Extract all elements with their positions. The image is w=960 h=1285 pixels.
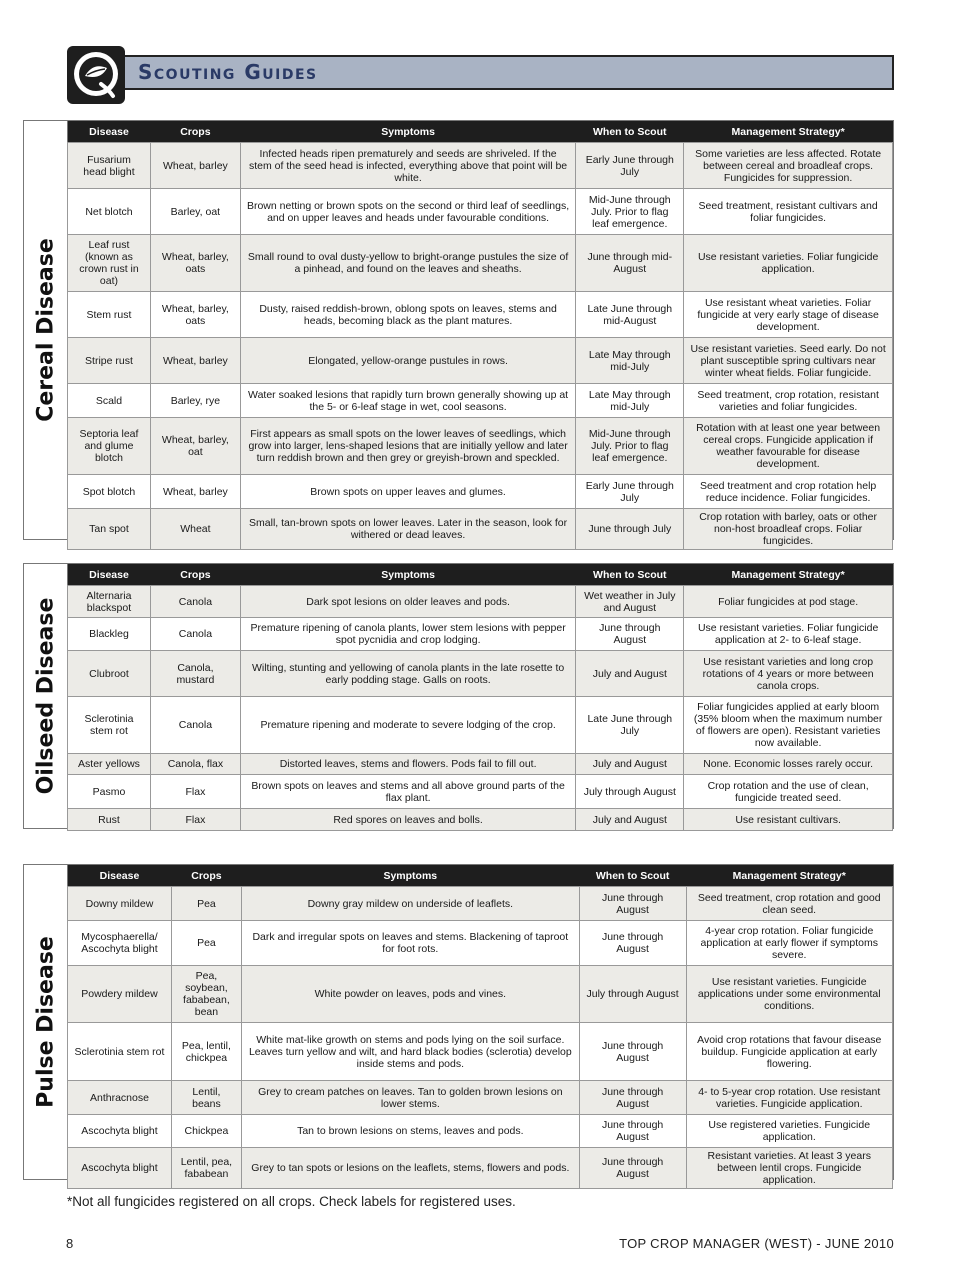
cereal-disease-table: [67, 121, 893, 550]
disease-cell: Anthracnose: [68, 1081, 172, 1115]
crops-cell: Canola, mustard: [150, 651, 240, 697]
management-strategy-cell: Use resistant varieties and long crop rotations of 4 years or more between canola crops.: [684, 651, 893, 697]
when-to-scout-cell: July and August: [576, 754, 684, 775]
symptoms-cell: Dusty, raised reddish-brown, oblong spots on leaves, stems and heads, becoming black as the plant matures.: [240, 292, 575, 338]
symptoms-cell: Premature ripening and moderate to severe lodging of the crop.: [240, 697, 575, 754]
crops-cell: Canola, flax: [150, 754, 240, 775]
when-to-scout-cell: Late May through mid-July: [576, 384, 684, 418]
symptoms-cell: Infected heads ripen prematurely and seeds are shriveled. If the stem of the seed head is infected, everything above that point will be white.: [240, 143, 575, 189]
when-to-scout-cell: Wet weather in July and August: [576, 586, 684, 618]
column-header-disease: Disease: [68, 121, 151, 143]
symptoms-cell: Brown netting or brown spots on the second or third leaf of seedlings, and on upper leaves and heads under favourable conditions.: [240, 189, 575, 235]
table-row: [68, 1115, 893, 1148]
symptoms-cell: Distorted leaves, stems and flowers. Pods fail to fill out.: [240, 754, 575, 775]
disease-cell: Net blotch: [68, 189, 151, 235]
when-to-scout-cell: June through August: [579, 887, 686, 921]
column-header-management-strategy: Management Strategy*: [684, 121, 893, 143]
disease-cell: Powdery mildew: [68, 966, 172, 1023]
disease-cell: Sclerotinia stem rot: [68, 697, 151, 754]
table-row: [68, 509, 893, 550]
symptoms-cell: White powder on leaves, pods and vines.: [241, 966, 579, 1023]
management-strategy-cell: Seed treatment, crop rotation, resistant varieties and foliar fungicides.: [684, 384, 893, 418]
table-row: [68, 1148, 893, 1189]
crops-cell: Wheat: [150, 509, 240, 550]
management-strategy-cell: Resistant varieties. At least 3 years between lentil crops. Fungicide application.: [686, 1148, 893, 1189]
crops-cell: Canola: [150, 586, 240, 618]
disease-cell: Stripe rust: [68, 338, 151, 384]
table-header-row: [68, 865, 893, 887]
crops-cell: Lentil, beans: [171, 1081, 241, 1115]
when-to-scout-cell: Early June through July: [576, 475, 684, 509]
crops-cell: Wheat, barley: [150, 143, 240, 189]
symptoms-cell: Downy gray mildew on underside of leaflets.: [241, 887, 579, 921]
when-to-scout-cell: July and August: [576, 651, 684, 697]
column-header-disease: Disease: [68, 564, 151, 586]
disease-cell: Aster yellows: [68, 754, 151, 775]
table-row: [68, 235, 893, 292]
table-row: [68, 775, 893, 809]
crops-cell: Canola: [150, 697, 240, 754]
when-to-scout-cell: July and August: [576, 809, 684, 831]
management-strategy-cell: Use registered varieties. Fungicide application.: [686, 1115, 893, 1148]
management-strategy-cell: Use resistant cultivars.: [684, 809, 893, 831]
crops-cell: Canola: [150, 618, 240, 651]
when-to-scout-cell: June through August: [579, 1148, 686, 1189]
symptoms-cell: Dark and irregular spots on leaves and stems. Blackening of taproot for foot rots.: [241, 921, 579, 966]
disease-cell: Stem rust: [68, 292, 151, 338]
section-side-label: [24, 121, 68, 539]
when-to-scout-cell: Early June through July: [576, 143, 684, 189]
when-to-scout-cell: June through August: [579, 1115, 686, 1148]
management-strategy-cell: Crop rotation with barley, oats or other non-host broadleaf crops. Foliar fungicides.: [684, 509, 893, 550]
when-to-scout-cell: Late June through July: [576, 697, 684, 754]
section-side-label: [24, 865, 68, 1179]
management-strategy-cell: Use resistant wheat varieties. Foliar fungicide at very early stage of disease development.: [684, 292, 893, 338]
table-row: [68, 586, 893, 618]
symptoms-cell: Dark spot lesions on older leaves and pods.: [240, 586, 575, 618]
disease-cell: Clubroot: [68, 651, 151, 697]
management-strategy-cell: Foliar fungicides at pod stage.: [684, 586, 893, 618]
symptoms-cell: First appears as small spots on the lower leaves of seedlings, which grow into larger, lens-shaped lesions that are initially yellow and later turn reddish brown and then grey or greyish-brown and speckled.: [240, 418, 575, 475]
column-header-symptoms: Symptoms: [240, 564, 575, 586]
column-header-crops: Crops: [150, 564, 240, 586]
symptoms-cell: Grey to cream patches on leaves. Tan to golden brown lesions on lower stems.: [241, 1081, 579, 1115]
symptoms-cell: Grey to tan spots or lesions on the leaflets, stems, flowers and pods.: [241, 1148, 579, 1189]
management-strategy-cell: Use resistant varieties. Seed early. Do not plant susceptible spring cultivars near winter wheat fields. Foliar fungicide.: [684, 338, 893, 384]
crops-cell: Pea: [171, 887, 241, 921]
disease-cell: Rust: [68, 809, 151, 831]
table-row: [68, 1023, 893, 1081]
symptoms-cell: Water soaked lesions that rapidly turn brown generally showing up at the 5- or 6-leaf stage in wet, cool seasons.: [240, 384, 575, 418]
column-header-disease: Disease: [68, 865, 172, 887]
management-strategy-cell: Use resistant varieties. Foliar fungicide application.: [684, 235, 893, 292]
table-row: [68, 292, 893, 338]
crops-cell: Wheat, barley: [150, 475, 240, 509]
cereal-disease-section: [23, 120, 894, 547]
disease-cell: Mycosphaerella/ Ascochyta blight: [68, 921, 172, 966]
column-header-crops: Crops: [150, 121, 240, 143]
table-row: [68, 189, 893, 235]
disease-cell: Downy mildew: [68, 887, 172, 921]
table-row: [68, 966, 893, 1023]
disease-cell: Blackleg: [68, 618, 151, 651]
crops-cell: Pea: [171, 921, 241, 966]
management-strategy-cell: 4-year crop rotation. Foliar fungicide application at early flower if symptoms severe.: [686, 921, 893, 966]
when-to-scout-cell: July through August: [576, 775, 684, 809]
management-strategy-cell: Some varieties are less affected. Rotate between cereal and broadleaf crops. Fungicides for suppression.: [684, 143, 893, 189]
symptoms-cell: Small round to oval dusty-yellow to bright-orange pustules the size of a pinhead, and found on the leaves and sheaths.: [240, 235, 575, 292]
when-to-scout-cell: Late May through mid-July: [576, 338, 684, 384]
management-strategy-cell: Seed treatment and crop rotation help reduce incidence. Foliar fungicides.: [684, 475, 893, 509]
management-strategy-cell: Seed treatment, resistant cultivars and foliar fungicides.: [684, 189, 893, 235]
table-row: [68, 418, 893, 475]
when-to-scout-cell: June through August: [579, 1081, 686, 1115]
table-row: [68, 651, 893, 697]
management-strategy-cell: Seed treatment, crop rotation and good clean seed.: [686, 887, 893, 921]
when-to-scout-cell: June through July: [576, 509, 684, 550]
disease-cell: Ascochyta blight: [68, 1148, 172, 1189]
column-header-crops: Crops: [171, 865, 241, 887]
crops-cell: Chickpea: [171, 1115, 241, 1148]
crops-cell: Wheat, barley, oats: [150, 235, 240, 292]
disease-cell: Pasmo: [68, 775, 151, 809]
symptoms-cell: White mat-like growth on stems and pods lying on the soil surface. Leaves turn yellow and wilt, and hard black bodies (sclerotia) develop inside stems and pods.: [241, 1023, 579, 1081]
table-row: [68, 809, 893, 831]
table-row: [68, 887, 893, 921]
section-side-label: [24, 564, 68, 828]
crops-cell: Barley, rye: [150, 384, 240, 418]
table-header-row: [68, 564, 893, 586]
symptoms-cell: Wilting, stunting and yellowing of canola plants in the late rosette to early podding stage. Galls on roots.: [240, 651, 575, 697]
symptoms-cell: Elongated, yellow-orange pustules in rows.: [240, 338, 575, 384]
when-to-scout-cell: July through August: [579, 966, 686, 1023]
table-row: [68, 338, 893, 384]
column-header-when-to-scout: When to Scout: [576, 121, 684, 143]
section-title: Cereal Disease: [33, 238, 58, 422]
symptoms-cell: Brown spots on upper leaves and glumes.: [240, 475, 575, 509]
footnote: *Not all fungicides registered on all crops. Check labels for registered uses.: [67, 1194, 516, 1209]
management-strategy-cell: Rotation with at least one year between cereal crops. Fungicide application if weather favourable for disease development.: [684, 418, 893, 475]
table-row: [68, 475, 893, 509]
disease-cell: Alternaria blackspot: [68, 586, 151, 618]
disease-cell: Sclerotinia stem rot: [68, 1023, 172, 1081]
crops-cell: Pea, lentil, chickpea: [171, 1023, 241, 1081]
section-title: Pulse Disease: [33, 936, 58, 1108]
crops-cell: Wheat, barley: [150, 338, 240, 384]
magnifier-leaf-icon: [67, 46, 125, 104]
when-to-scout-cell: June through August: [576, 618, 684, 651]
page-title: Scouting Guides: [138, 60, 318, 84]
column-header-when-to-scout: When to Scout: [579, 865, 686, 887]
symptoms-cell: Small, tan-brown spots on lower leaves. Later in the season, look for withered or dead leaves.: [240, 509, 575, 550]
table-header-row: [68, 121, 893, 143]
management-strategy-cell: Use resistant varieties. Foliar fungicide application at 2- to 6-leaf stage.: [684, 618, 893, 651]
table-row: [68, 143, 893, 189]
crops-cell: Barley, oat: [150, 189, 240, 235]
section-title: Oilseed Disease: [33, 597, 58, 795]
disease-cell: Scald: [68, 384, 151, 418]
when-to-scout-cell: Late June through mid-August: [576, 292, 684, 338]
pulse-disease-table: [67, 865, 893, 1189]
management-strategy-cell: Foliar fungicides applied at early bloom (35% bloom when the maximum number of flowers are open). Resistant varieties now available.: [684, 697, 893, 754]
management-strategy-cell: 4- to 5-year crop rotation. Use resistant varieties. Fungicide application.: [686, 1081, 893, 1115]
banner-bar: [122, 55, 894, 90]
column-header-management-strategy: Management Strategy*: [686, 865, 893, 887]
disease-cell: Septoria leaf and glume blotch: [68, 418, 151, 475]
when-to-scout-cell: Mid-June through July. Prior to flag leaf emergence.: [576, 418, 684, 475]
disease-cell: Tan spot: [68, 509, 151, 550]
crops-cell: Pea, soybean, fababean, bean: [171, 966, 241, 1023]
when-to-scout-cell: Mid-June through July. Prior to flag leaf emergence.: [576, 189, 684, 235]
table-row: [68, 921, 893, 966]
when-to-scout-cell: June through mid-August: [576, 235, 684, 292]
disease-cell: Leaf rust (known as crown rust in oat): [68, 235, 151, 292]
when-to-scout-cell: June through August: [579, 921, 686, 966]
column-header-symptoms: Symptoms: [241, 865, 579, 887]
crops-cell: Flax: [150, 809, 240, 831]
when-to-scout-cell: June through August: [579, 1023, 686, 1081]
table-row: [68, 618, 893, 651]
crops-cell: Lentil, pea, fababean: [171, 1148, 241, 1189]
table-row: [68, 384, 893, 418]
management-strategy-cell: Use resistant varieties. Fungicide applications under some environmental conditions.: [686, 966, 893, 1023]
symptoms-cell: Premature ripening of canola plants, lower stem lesions with pepper spot pycnidia and crop lodging.: [240, 618, 575, 651]
publication-footer: TOP CROP MANAGER (WEST) - JUNE 2010: [619, 1236, 894, 1251]
disease-cell: Fusarium head blight: [68, 143, 151, 189]
symptoms-cell: Red spores on leaves and bolls.: [240, 809, 575, 831]
table-row: [68, 697, 893, 754]
page-number: 8: [66, 1236, 74, 1251]
crops-cell: Wheat, barley, oats: [150, 292, 240, 338]
oilseed-disease-table: [67, 564, 893, 831]
management-strategy-cell: Crop rotation and the use of clean, fungicide treated seed.: [684, 775, 893, 809]
pulse-disease-section: [23, 864, 894, 1186]
column-header-symptoms: Symptoms: [240, 121, 575, 143]
symptoms-cell: Tan to brown lesions on stems, leaves and pods.: [241, 1115, 579, 1148]
management-strategy-cell: None. Economic losses rarely occur.: [684, 754, 893, 775]
disease-cell: Ascochyta blight: [68, 1115, 172, 1148]
symptoms-cell: Brown spots on leaves and stems and all above ground parts of the flax plant.: [240, 775, 575, 809]
table-row: [68, 754, 893, 775]
crops-cell: Flax: [150, 775, 240, 809]
management-strategy-cell: Avoid crop rotations that favour disease buildup. Fungicide application at early flowering.: [686, 1023, 893, 1081]
disease-cell: Spot blotch: [68, 475, 151, 509]
oilseed-disease-section: [23, 563, 894, 829]
section-banner: [67, 46, 895, 104]
column-header-management-strategy: Management Strategy*: [684, 564, 893, 586]
crops-cell: Wheat, barley, oat: [150, 418, 240, 475]
table-row: [68, 1081, 893, 1115]
column-header-when-to-scout: When to Scout: [576, 564, 684, 586]
